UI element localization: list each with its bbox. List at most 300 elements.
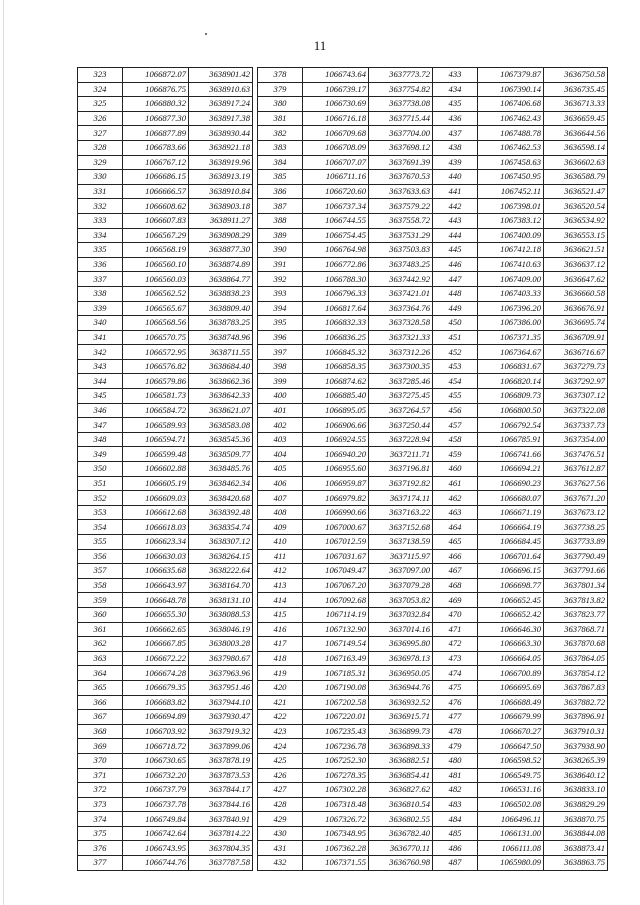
x-coordinate: 1066832.33: [303, 316, 369, 331]
point-number: 374: [78, 812, 123, 827]
point-number: 346: [78, 403, 123, 418]
y-coordinate: 3638583.08: [189, 418, 253, 433]
point-number: 368: [78, 724, 123, 739]
table-row: [78, 418, 253, 433]
y-coordinate: 3637787.58: [189, 856, 253, 871]
x-coordinate: 1066959.87: [303, 476, 369, 491]
y-coordinate: 3638913.19: [189, 170, 253, 185]
x-coordinate: 1066672.22: [123, 651, 189, 666]
y-coordinate: 3637292.97: [544, 374, 608, 389]
x-coordinate: 1066652.42: [478, 607, 544, 622]
y-coordinate: 3636932.52: [369, 695, 433, 710]
y-coordinate: 3637951.46: [189, 680, 253, 695]
x-coordinate: 1066730.65: [123, 753, 189, 768]
x-coordinate: 1067379.87: [478, 68, 544, 83]
table-row: [258, 82, 433, 97]
x-coordinate: 1066671.19: [478, 505, 544, 520]
y-coordinate: 3637790.49: [544, 549, 608, 564]
x-coordinate: 1067236.78: [303, 739, 369, 754]
table-row: [78, 184, 253, 199]
y-coordinate: 3638485.76: [189, 462, 253, 477]
point-number: 378: [258, 68, 303, 83]
table-row: [258, 243, 433, 258]
y-coordinate: 3638462.34: [189, 476, 253, 491]
x-coordinate: 1067383.12: [478, 213, 544, 228]
table-row: [258, 578, 433, 593]
table-row: [78, 199, 253, 214]
x-coordinate: 1066708.09: [303, 140, 369, 155]
point-number: 395: [258, 316, 303, 331]
table-row: [258, 724, 433, 739]
table-row: [258, 140, 433, 155]
y-coordinate: 3636534.92: [544, 213, 608, 228]
x-coordinate: 1066800.50: [478, 403, 544, 418]
table-row: [258, 564, 433, 579]
y-coordinate: 3636588.79: [544, 170, 608, 185]
point-number: 407: [258, 491, 303, 506]
y-coordinate: 3636621.51: [544, 243, 608, 258]
point-number: 361: [78, 622, 123, 637]
point-number: 454: [433, 374, 478, 389]
x-coordinate: 1067462.43: [478, 111, 544, 126]
table-row: [258, 389, 433, 404]
point-number: 405: [258, 462, 303, 477]
x-coordinate: 1066111.08: [478, 841, 544, 856]
y-coordinate: 3637738.25: [544, 520, 608, 535]
point-number: 375: [78, 826, 123, 841]
y-coordinate: 3637321.33: [369, 330, 433, 345]
point-number: 377: [78, 856, 123, 871]
y-coordinate: 3636553.15: [544, 228, 608, 243]
table-row: [433, 812, 608, 827]
x-coordinate: 1066679.99: [478, 710, 544, 725]
x-coordinate: 1066924.55: [303, 432, 369, 447]
table-row: [433, 651, 608, 666]
x-coordinate: 1067450.95: [478, 170, 544, 185]
point-number: 483: [433, 797, 478, 812]
point-number: 474: [433, 666, 478, 681]
y-coordinate: 3637275.45: [369, 389, 433, 404]
point-number: 464: [433, 520, 478, 535]
table-row: [433, 739, 608, 754]
point-number: 444: [433, 228, 478, 243]
x-coordinate: 1066796.33: [303, 286, 369, 301]
table-row: [433, 97, 608, 112]
point-number: 364: [78, 666, 123, 681]
point-number: 433: [433, 68, 478, 83]
y-coordinate: 3637079.28: [369, 578, 433, 593]
y-coordinate: 3637138.59: [369, 535, 433, 550]
table-row: [433, 359, 608, 374]
table-row: [433, 418, 608, 433]
point-number: 363: [78, 651, 123, 666]
x-coordinate: 1066698.77: [478, 578, 544, 593]
x-coordinate: 1066743.64: [303, 68, 369, 83]
point-number: 478: [433, 724, 478, 739]
table-row: [258, 797, 433, 812]
point-number: 470: [433, 607, 478, 622]
x-coordinate: 1066730.69: [303, 97, 369, 112]
y-coordinate: 3637899.06: [189, 739, 253, 754]
y-coordinate: 3637896.91: [544, 710, 608, 725]
x-coordinate: 1066674.28: [123, 666, 189, 681]
table-row: [433, 403, 608, 418]
table-row: [258, 491, 433, 506]
point-number: 324: [78, 82, 123, 97]
x-coordinate: 1066531.16: [478, 783, 544, 798]
y-coordinate: 3637579.22: [369, 199, 433, 214]
y-coordinate: 3637963.96: [189, 666, 253, 681]
x-coordinate: 1066683.82: [123, 695, 189, 710]
x-coordinate: 1067406.68: [478, 97, 544, 112]
table-row: [78, 213, 253, 228]
y-coordinate: 3638864.77: [189, 272, 253, 287]
point-number: 373: [78, 797, 123, 812]
x-coordinate: 1067396.20: [478, 301, 544, 316]
x-coordinate: 1066742.64: [123, 826, 189, 841]
table-row: [258, 695, 433, 710]
y-coordinate: 3637673.12: [544, 505, 608, 520]
table-row: [433, 432, 608, 447]
point-number: 401: [258, 403, 303, 418]
x-coordinate: 1066647.50: [478, 739, 544, 754]
point-number: 347: [78, 418, 123, 433]
table-row: [78, 447, 253, 462]
table-row: [433, 549, 608, 564]
y-coordinate: 3638684.40: [189, 359, 253, 374]
x-coordinate: 1066885.40: [303, 389, 369, 404]
point-number: 337: [78, 272, 123, 287]
y-coordinate: 3636915.71: [369, 710, 433, 725]
x-coordinate: 1066788.30: [303, 272, 369, 287]
point-number: 458: [433, 432, 478, 447]
y-coordinate: 3637704.00: [369, 126, 433, 141]
y-coordinate: 3636602.63: [544, 155, 608, 170]
table-row: [78, 768, 253, 783]
x-coordinate: 1066664.05: [478, 651, 544, 666]
x-coordinate: 1067462.53: [478, 140, 544, 155]
point-number: 435: [433, 97, 478, 112]
point-number: 455: [433, 389, 478, 404]
point-number: 327: [78, 126, 123, 141]
table-row: [433, 520, 608, 535]
y-coordinate: 3638917.24: [189, 97, 253, 112]
x-coordinate: 1066877.89: [123, 126, 189, 141]
y-coordinate: 3637715.44: [369, 111, 433, 126]
x-coordinate: 1067326.72: [303, 812, 369, 827]
x-coordinate: 1066690.23: [478, 476, 544, 491]
table-row: [78, 389, 253, 404]
point-number: 459: [433, 447, 478, 462]
table-row: [433, 389, 608, 404]
y-coordinate: 3637930.47: [189, 710, 253, 725]
y-coordinate: 3637870.68: [544, 637, 608, 652]
table-row: [433, 155, 608, 170]
y-coordinate: 3637531.29: [369, 228, 433, 243]
point-number: 485: [433, 826, 478, 841]
y-coordinate: 3637174.11: [369, 491, 433, 506]
x-coordinate: 1066696.15: [478, 564, 544, 579]
coordinates-table-1: [77, 67, 253, 871]
table-row: [433, 680, 608, 695]
table-row: [78, 505, 253, 520]
point-number: 336: [78, 257, 123, 272]
x-coordinate: 1066767.12: [123, 155, 189, 170]
table-row: [258, 607, 433, 622]
y-coordinate: 3637264.57: [369, 403, 433, 418]
x-coordinate: 1066737.78: [123, 797, 189, 812]
y-coordinate: 3638222.64: [189, 564, 253, 579]
x-coordinate: 1066709.68: [303, 126, 369, 141]
point-number: 469: [433, 593, 478, 608]
point-number: 344: [78, 374, 123, 389]
x-coordinate: 1067067.20: [303, 578, 369, 593]
x-coordinate: 1065980.09: [478, 856, 544, 871]
table-row: [258, 841, 433, 856]
table-row: [258, 680, 433, 695]
page-edge: [3, 0, 4, 905]
x-coordinate: 1066581.73: [123, 389, 189, 404]
point-number: 432: [258, 856, 303, 871]
y-coordinate: 3636750.58: [544, 68, 608, 83]
y-coordinate: 3637938.90: [544, 739, 608, 754]
y-coordinate: 3637312.26: [369, 345, 433, 360]
point-number: 329: [78, 155, 123, 170]
x-coordinate: 1066560.10: [123, 257, 189, 272]
point-number: 348: [78, 432, 123, 447]
table-row: [78, 637, 253, 652]
y-coordinate: 3637854.12: [544, 666, 608, 681]
y-coordinate: 3636770.11: [369, 841, 433, 856]
table-row: [433, 826, 608, 841]
point-number: 358: [78, 578, 123, 593]
x-coordinate: 1067410.63: [478, 257, 544, 272]
table-row: [433, 111, 608, 126]
table-row: [78, 549, 253, 564]
table-row: [78, 374, 253, 389]
point-number: 449: [433, 301, 478, 316]
point-number: 356: [78, 549, 123, 564]
point-number: 380: [258, 97, 303, 112]
point-number: 475: [433, 680, 478, 695]
y-coordinate: 3636950.05: [369, 666, 433, 681]
table-row: [78, 812, 253, 827]
table-row: [78, 155, 253, 170]
x-coordinate: 1066694.89: [123, 710, 189, 725]
table-row: [433, 666, 608, 681]
x-coordinate: 1066560.03: [123, 272, 189, 287]
table-row: [258, 739, 433, 754]
x-coordinate: 1066695.69: [478, 680, 544, 695]
table-row: [433, 316, 608, 331]
y-coordinate: 3637250.44: [369, 418, 433, 433]
x-coordinate: 1066732.20: [123, 768, 189, 783]
y-coordinate: 3636644.56: [544, 126, 608, 141]
y-coordinate: 3636802.55: [369, 812, 433, 827]
table-row: [78, 695, 253, 710]
y-coordinate: 3637844.16: [189, 797, 253, 812]
point-number: 334: [78, 228, 123, 243]
table-row: [433, 856, 608, 871]
table-row: [258, 286, 433, 301]
point-number: 400: [258, 389, 303, 404]
point-number: 428: [258, 797, 303, 812]
y-coordinate: 3637285.46: [369, 374, 433, 389]
point-number: 396: [258, 330, 303, 345]
table-row: [433, 213, 608, 228]
y-coordinate: 3637337.73: [544, 418, 608, 433]
x-coordinate: 1066584.72: [123, 403, 189, 418]
table-row: [78, 593, 253, 608]
y-coordinate: 3636659.45: [544, 111, 608, 126]
table-row: [258, 330, 433, 345]
x-coordinate: 1067400.09: [478, 228, 544, 243]
point-number: 468: [433, 578, 478, 593]
point-number: 341: [78, 330, 123, 345]
table-row: [78, 491, 253, 506]
y-coordinate: 3637612.87: [544, 462, 608, 477]
y-coordinate: 3636827.62: [369, 783, 433, 798]
y-coordinate: 3638748.96: [189, 330, 253, 345]
x-coordinate: 1067452.11: [478, 184, 544, 199]
point-number: 391: [258, 257, 303, 272]
x-coordinate: 1067403.33: [478, 286, 544, 301]
point-number: 484: [433, 812, 478, 827]
point-number: 345: [78, 389, 123, 404]
x-coordinate: 1067318.48: [303, 797, 369, 812]
x-coordinate: 1066874.62: [303, 374, 369, 389]
x-coordinate: 1066599.48: [123, 447, 189, 462]
y-coordinate: 3638908.29: [189, 228, 253, 243]
x-coordinate: 1066570.75: [123, 330, 189, 345]
y-coordinate: 3636637.12: [544, 257, 608, 272]
y-coordinate: 3638930.44: [189, 126, 253, 141]
table-row: [258, 549, 433, 564]
y-coordinate: 3638901.42: [189, 68, 253, 83]
y-coordinate: 3636716.67: [544, 345, 608, 360]
y-coordinate: 3637300.35: [369, 359, 433, 374]
y-coordinate: 3638829.29: [544, 797, 608, 812]
point-number: 381: [258, 111, 303, 126]
y-coordinate: 3638088.53: [189, 607, 253, 622]
x-coordinate: 1066589.93: [123, 418, 189, 433]
point-number: 342: [78, 345, 123, 360]
point-number: 427: [258, 783, 303, 798]
point-number: 350: [78, 462, 123, 477]
y-coordinate: 3636660.58: [544, 286, 608, 301]
y-coordinate: 3637864.05: [544, 651, 608, 666]
point-number: 385: [258, 170, 303, 185]
table-row: [78, 345, 253, 360]
x-coordinate: 1066648.78: [123, 593, 189, 608]
table-row: [258, 535, 433, 550]
point-number: 325: [78, 97, 123, 112]
table-row: [433, 841, 608, 856]
x-coordinate: 1066831.67: [478, 359, 544, 374]
y-coordinate: 3637354.00: [544, 432, 608, 447]
point-number: 471: [433, 622, 478, 637]
x-coordinate: 1067348.95: [303, 826, 369, 841]
y-coordinate: 3638642.33: [189, 389, 253, 404]
point-number: 376: [78, 841, 123, 856]
y-coordinate: 3637823.77: [544, 607, 608, 622]
table-row: [78, 666, 253, 681]
x-coordinate: 1066737.34: [303, 199, 369, 214]
x-coordinate: 1066711.16: [303, 170, 369, 185]
y-coordinate: 3638307.12: [189, 535, 253, 550]
y-coordinate: 3638833.10: [544, 783, 608, 798]
point-number: 332: [78, 199, 123, 214]
point-number: 371: [78, 768, 123, 783]
y-coordinate: 3637671.20: [544, 491, 608, 506]
point-number: 340: [78, 316, 123, 331]
y-coordinate: 3638264.15: [189, 549, 253, 564]
table-row: [78, 301, 253, 316]
table-row: [78, 286, 253, 301]
y-coordinate: 3638917.38: [189, 111, 253, 126]
point-number: 339: [78, 301, 123, 316]
point-number: 417: [258, 637, 303, 652]
table-row: [78, 476, 253, 491]
x-coordinate: 1066567.29: [123, 228, 189, 243]
x-coordinate: 1067364.67: [478, 345, 544, 360]
x-coordinate: 1067202.58: [303, 695, 369, 710]
x-coordinate: 1066872.07: [123, 68, 189, 83]
y-coordinate: 3637192.82: [369, 476, 433, 491]
point-number: 486: [433, 841, 478, 856]
point-number: 397: [258, 345, 303, 360]
y-coordinate: 3638131.10: [189, 593, 253, 608]
y-coordinate: 3637867.83: [544, 680, 608, 695]
x-coordinate: 1066744.55: [303, 213, 369, 228]
table-row: [433, 243, 608, 258]
x-coordinate: 1067390.14: [478, 82, 544, 97]
y-coordinate: 3637364.76: [369, 301, 433, 316]
table-row: [78, 126, 253, 141]
x-coordinate: 1067412.18: [478, 243, 544, 258]
x-coordinate: 1066598.52: [478, 753, 544, 768]
point-number: 352: [78, 491, 123, 506]
y-coordinate: 3636854.41: [369, 768, 433, 783]
point-number: 431: [258, 841, 303, 856]
table-row: [78, 243, 253, 258]
x-coordinate: 1067092.68: [303, 593, 369, 608]
point-number: 410: [258, 535, 303, 550]
x-coordinate: 1067114.19: [303, 607, 369, 622]
point-number: 411: [258, 549, 303, 564]
x-coordinate: 1066664.19: [478, 520, 544, 535]
point-number: 406: [258, 476, 303, 491]
table-row: [78, 68, 253, 83]
point-number: 390: [258, 243, 303, 258]
table-row: [258, 126, 433, 141]
table-row: [433, 184, 608, 199]
table-row: [258, 345, 433, 360]
table-row: [258, 856, 433, 871]
table-row: [258, 651, 433, 666]
table-row: [78, 432, 253, 447]
x-coordinate: 1066817.64: [303, 301, 369, 316]
y-coordinate: 3637097.00: [369, 564, 433, 579]
point-number: 323: [78, 68, 123, 83]
x-coordinate: 1066602.88: [123, 462, 189, 477]
table-row: [258, 593, 433, 608]
y-coordinate: 3637873.53: [189, 768, 253, 783]
x-coordinate: 1066568.56: [123, 316, 189, 331]
table-row: [258, 228, 433, 243]
x-coordinate: 1067362.28: [303, 841, 369, 856]
table-row: [78, 753, 253, 768]
